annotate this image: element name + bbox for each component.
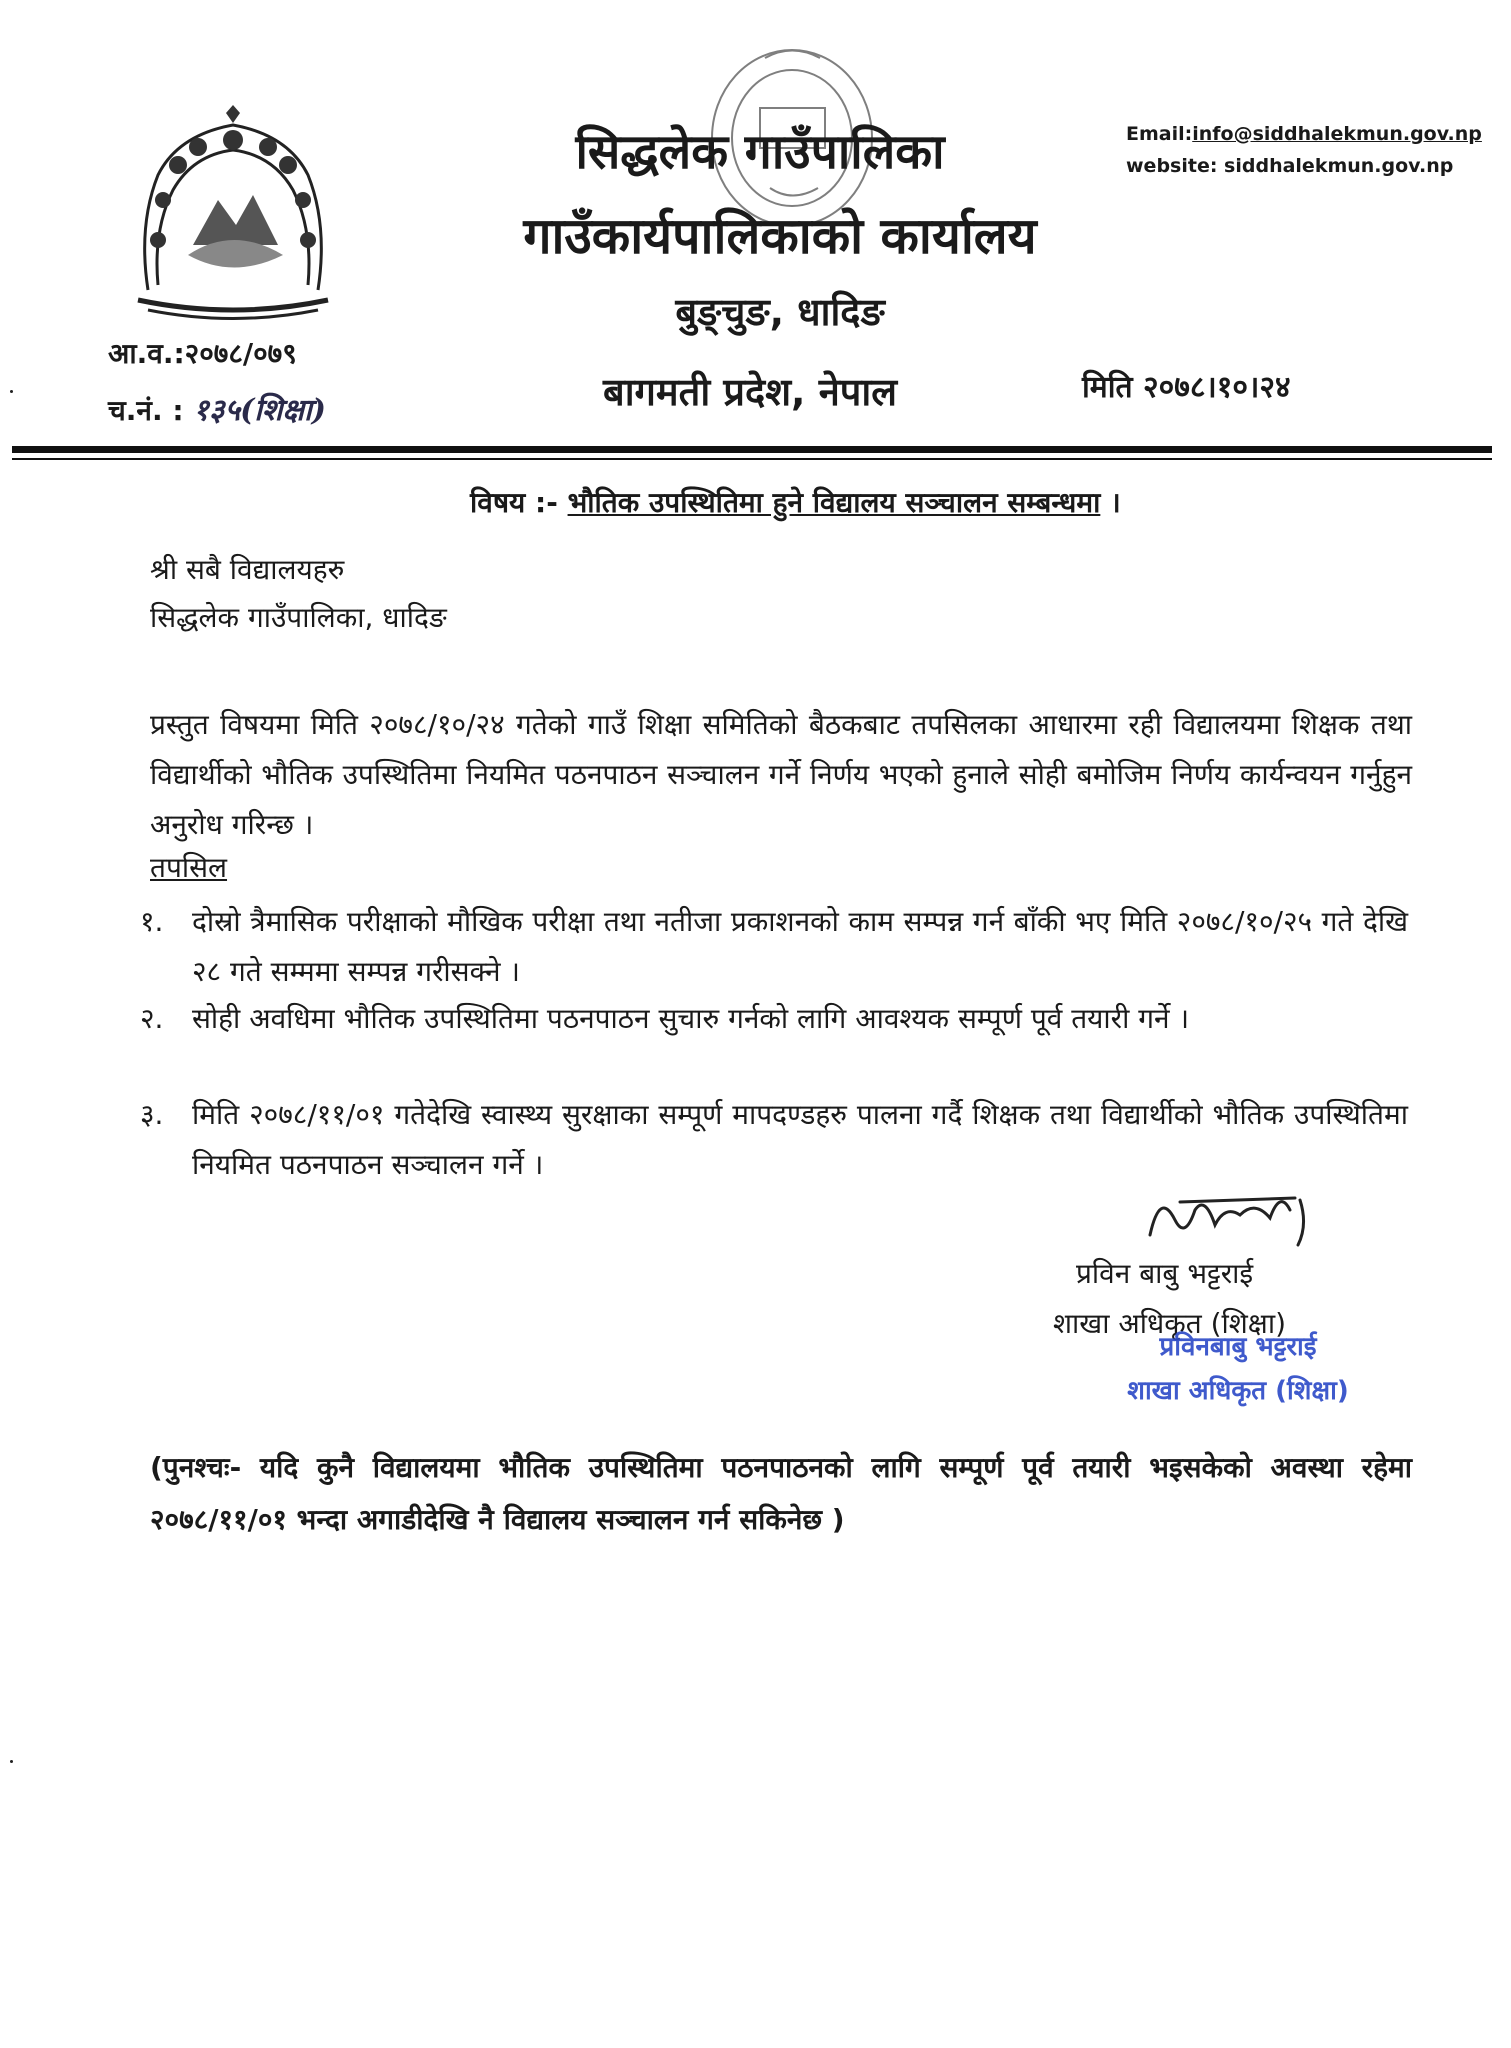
header-divider-thin [12, 458, 1492, 460]
subject-line [470, 483, 1370, 521]
letter-date: मिति २०७८।१०।२४ [1082, 370, 1291, 405]
list-item [140, 1090, 1412, 1190]
list-item-text: सोही अवधिमा भौतिक उपस्थितिमा पठनपाठन सुचारु गर्नको लागि आवश्यक सम्पूर्ण पूर्व तयारी गर्ने । [192, 1002, 1190, 1035]
nepal-emblem-logo [118, 105, 348, 320]
tapsil-heading: तपसिल [150, 851, 228, 884]
office-title: गाउँकार्यपालिकाको कार्यालय [523, 207, 1037, 265]
margin-mark [10, 1760, 13, 1763]
header-divider [12, 446, 1492, 453]
stamp-name: प्रविनबाबु भट्टराई [1159, 1332, 1317, 1362]
stamp-post: शाखा अधिकृत (शिक्षा) [1127, 1376, 1349, 1406]
body-paragraph: प्रस्तुत विषयमा मिति २०७८/१०/२४ गतेको गाउँ शिक्षा समितिको बैठकबाट तपसिलका आधारमा रही विद्यालयमा शिक्षक तथा विद्यार्थीको भौतिक उपस्थितिमा नियमित पठनपाठन सञ्चालन गर्ने निर्णय भएको हुनाले सोही बमोजिम निर्णय कार्यन्वयन गर्नुहुन अनुरोध गरिन्छ । [150, 708, 1412, 841]
office-name: सिद्धलेक गाउँपालिका [575, 124, 945, 180]
subject-end: । [1110, 486, 1121, 519]
website-label: website: [1126, 155, 1225, 177]
signatory-name: प्रविन बाबु भट्टराई [1076, 1257, 1254, 1290]
email-link[interactable]: info@siddhalekmun.gov.np [1192, 123, 1482, 145]
list-item-number: २. [140, 1002, 164, 1035]
signatory-stamp [1088, 1325, 1388, 1413]
chalani-label: च.नं. : [108, 394, 184, 427]
list-item [140, 994, 1412, 1044]
postscript: (पुनश्चः- यदि कुनै विद्यालयमा भौतिक उपस्थितिमा पठनपाठनको लागि सम्पूर्ण पूर्व तयारी भइसकेको अवस्था रहेमा २०७८/११/०१ भन्दा अगाडीदेखि नै विद्यालय सञ्चालन गर्न सकिनेछ ) [150, 1451, 1412, 1536]
fiscal-year: आ.व.:२०७८/०७९ [108, 337, 297, 370]
list-item [140, 897, 1412, 997]
reference-number [108, 388, 326, 429]
margin-mark [10, 390, 13, 393]
chalani-number: १३५(शिक्षा) [193, 393, 326, 428]
subject-label: विषय :- [470, 486, 558, 519]
recipient-block [150, 546, 447, 642]
signatory-post: शाखा अधिकृत (शिक्षा) [1053, 1307, 1287, 1340]
office-address: बुङ्चुङ, धादिङ [675, 290, 885, 334]
handwritten-signature [1140, 1180, 1320, 1260]
recipient-line-1: श्री सबै विद्यालयहरु [150, 553, 345, 586]
list-item-text: मिति २०७८/११/०१ गतेदेखि स्वास्थ्य सुरक्षाका सम्पूर्ण मापदण्डहरु पालना गर्दै शिक्षक तथा विद्यार्थीको भौतिक उपस्थितिमा नियमित पठनपाठन सञ्चालन गर्ने । [192, 1098, 1408, 1181]
recipient-line-2: सिद्धलेक गाउँपालिका, धादिङ [150, 601, 447, 634]
subject-text: भौतिक उपस्थितिमा हुने विद्यालय सञ्चालन सम्बन्धमा [567, 486, 1101, 519]
email-label: Email: [1126, 123, 1193, 145]
contact-block [1126, 118, 1482, 182]
list-item-text: दोस्रो त्रैमासिक परीक्षाको मौखिक परीक्षा तथा नतीजा प्रकाशनको काम सम्पन्न गर्न बाँकी भए मिति २०७८/१०/२५ गते देखि २८ गते सम्ममा सम्पन्न गरीसक्ने । [192, 905, 1408, 988]
website-link[interactable]: siddhalekmun.gov.np [1224, 155, 1454, 177]
list-item-number: ३. [140, 1098, 164, 1131]
office-province: बागमती प्रदेश, नेपाल [603, 370, 897, 414]
list-item-number: १. [140, 905, 164, 938]
